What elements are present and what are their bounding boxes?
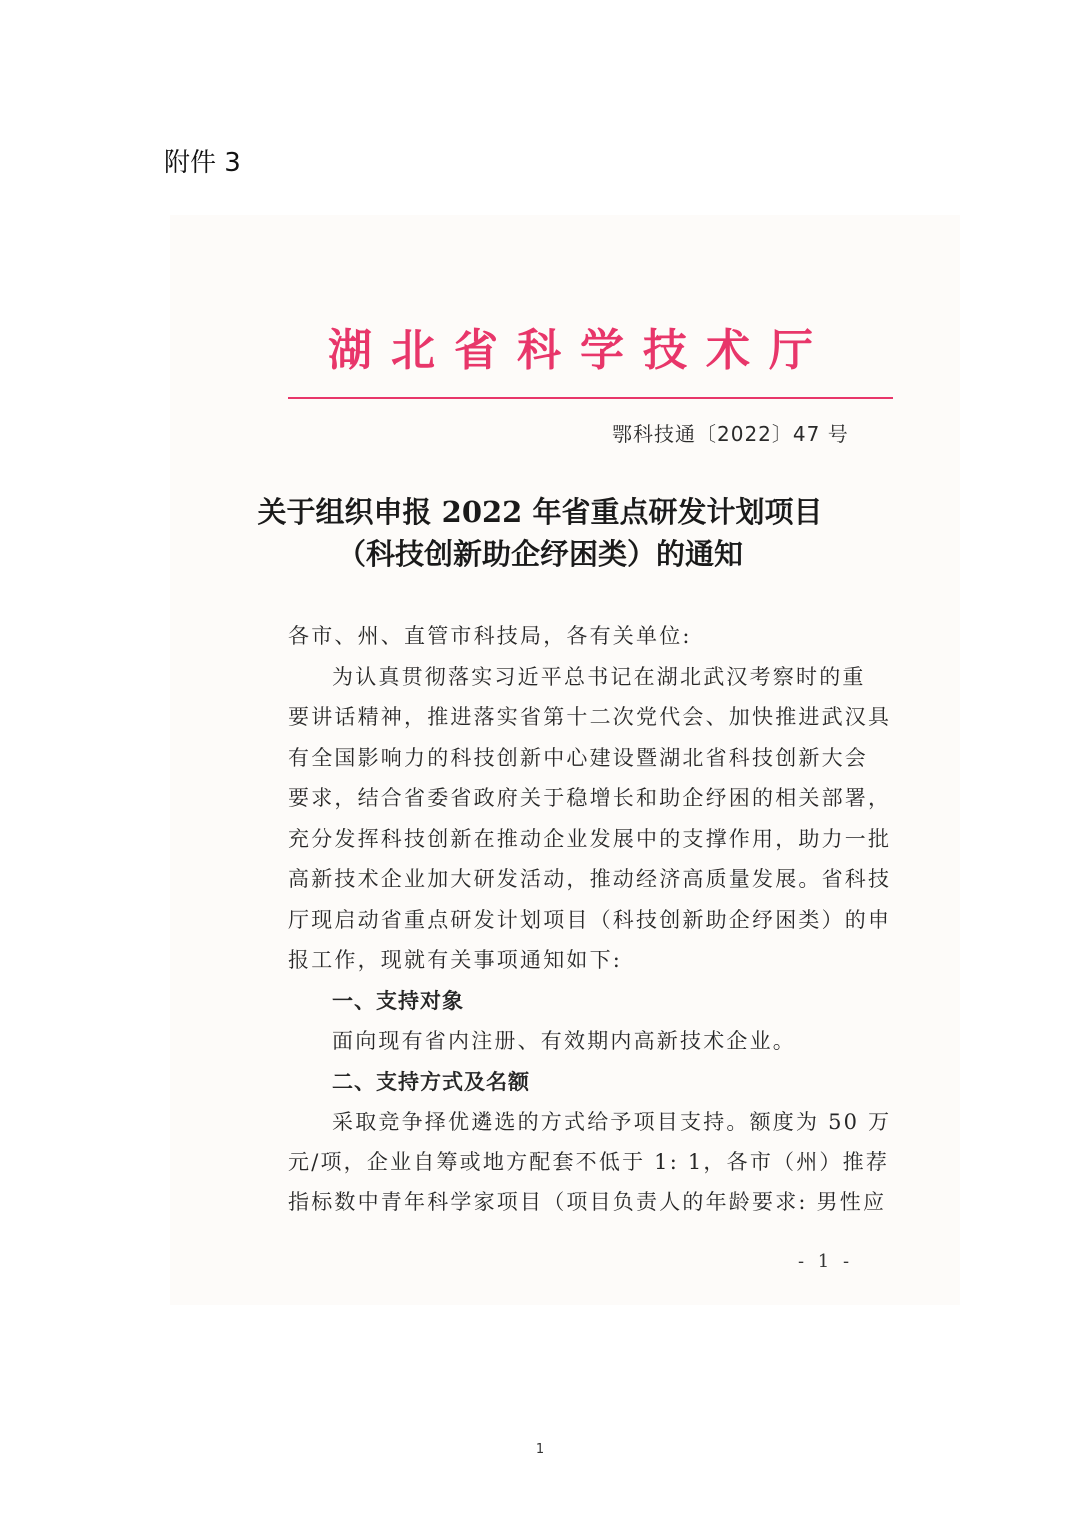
inner-page-number: - 1 - [798,1251,854,1272]
body-line: 有全国影响力的科技创新中心建设暨湖北省科技创新大会 [288,746,868,770]
body-line: 指标数中青年科学家项目（项目负责人的年龄要求: 男性应 [288,1190,887,1214]
letterhead-red-rule [288,397,893,399]
body-line: 元/项，企业自筹或地方配套不低于 1: 1，各市（州）推荐 [288,1150,890,1174]
notice-title-line-2: （科技创新助企纾困类）的通知 [336,537,743,571]
salutation: 各市、州、直管市科技局，各有关单位: [288,624,692,648]
letterhead-org-name: 湖北省科学技术厅 [328,325,832,376]
attachment-label: 附件 3 [164,148,241,178]
body-line: 厅现启动省重点研发计划项目（科技创新助企纾困类）的申 [288,908,892,932]
body-line: 面向现有省内注册、有效期内高新技术企业。 [332,1029,796,1053]
section-heading-support-method: 二、支持方式及名额 [332,1070,530,1094]
body-line: 要讲话精神，推进落实省第十二次党代会、加快推进武汉具 [288,705,892,729]
body-line: 高新技术企业加大研发活动，推动经济高质量发展。省科技 [288,867,892,891]
body-line: 采取竞争择优遴选的方式给予项目支持。额度为 50 万 [332,1110,892,1134]
footer-page-number: 1 [535,1442,545,1457]
body-line: 为认真贯彻落实习近平总书记在湖北武汉考察时的重 [332,665,866,689]
section-heading-support-target: 一、支持对象 [332,989,464,1013]
notice-title-line-1: 关于组织申报 2022 年省重点研发计划项目 [257,495,823,529]
body-line: 充分发挥科技创新在推动企业发展中的支撑作用，助力一批 [288,827,892,851]
body-line: 要求，结合省委省政府关于稳增长和助企纾困的相关部署， [288,786,892,810]
document-number: 鄂科技通〔2022〕47 号 [612,422,849,446]
body-line: 报工作，现就有关事项通知如下: [288,948,623,972]
